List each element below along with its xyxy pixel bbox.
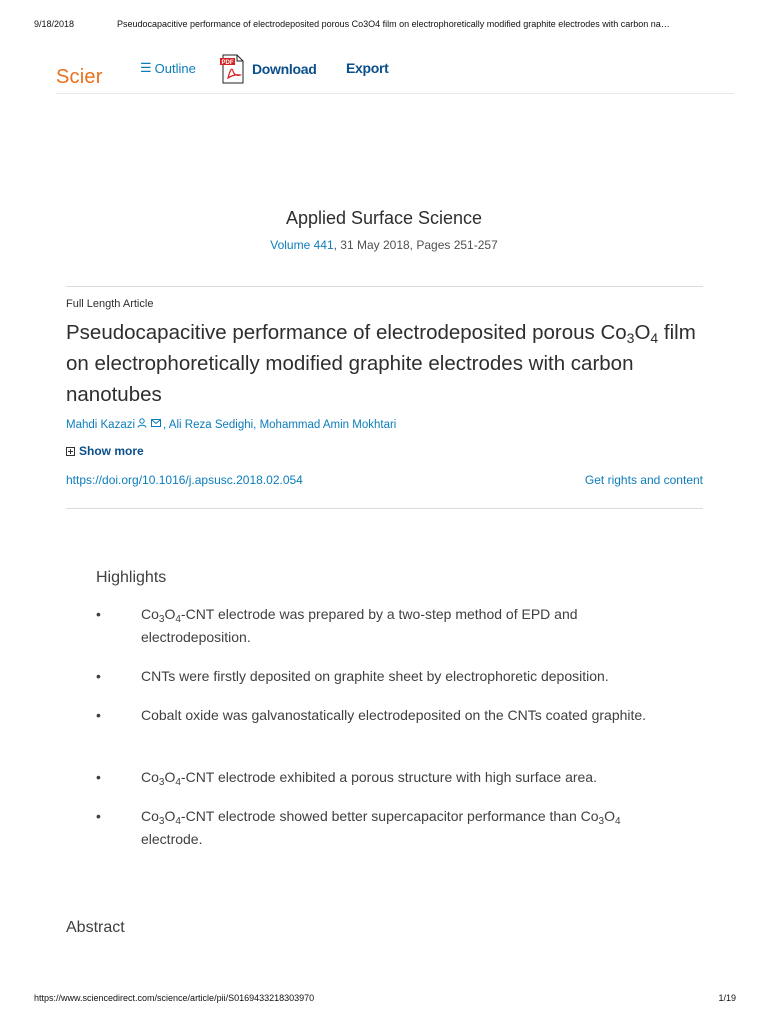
journal-title[interactable]: Applied Surface Science bbox=[285, 208, 483, 228]
bullet: • bbox=[96, 769, 101, 785]
print-url: https://www.sciencedirect.com/science/article/pii/S0169433218303970 bbox=[34, 993, 315, 1003]
envelope-icon[interactable] bbox=[151, 419, 161, 430]
article-title: Pseudocapacitive performance of electrodeposited porous $Co_3O_4$ film on electrophoretically modified graphite electrodes with carbon nanotubes bbox=[66, 321, 696, 406]
volume-link[interactable]: Volume 441 bbox=[270, 238, 334, 252]
pdf-file-icon bbox=[220, 54, 246, 84]
bullet: • bbox=[96, 606, 101, 622]
highlight-text: $Co_3O_4$-CNT electrode showed better supercapacitor performance than $Co_3O_4$ electrode. bbox=[141, 808, 621, 847]
print-page-title: Pseudocapacitive performance of electrodeposited porous Co3O4 film on electrophoretically modified graphite electrodes with carbon na… bbox=[117, 19, 670, 29]
person-icon[interactable] bbox=[137, 418, 147, 431]
highlight-text: Cobalt oxide was galvanostatically electrodeposited on the CNTs coated graphite. bbox=[141, 707, 647, 723]
bullet: • bbox=[96, 668, 101, 684]
volume-date-pages: , 31 May 2018, Pages 251-257 bbox=[333, 238, 498, 252]
print-page-number: 1/19 bbox=[718, 993, 736, 1003]
show-more-button[interactable] bbox=[66, 444, 144, 458]
download-pdf-button[interactable] bbox=[220, 54, 316, 84]
export-button[interactable]: Export bbox=[346, 60, 389, 76]
doi-link[interactable]: https://doi.org/10.1016/j.apsusc.2018.02.054 bbox=[66, 473, 303, 487]
bullet: • bbox=[96, 707, 101, 723]
divider bbox=[66, 508, 703, 509]
abstract-heading: Abstract bbox=[66, 919, 125, 936]
volume-info bbox=[0, 238, 768, 252]
author-link[interactable]: Mahdi Kazazi bbox=[66, 418, 136, 431]
rights-link[interactable]: Get rights and content bbox=[584, 473, 703, 487]
highlight-text: CNTs were firstly deposited on graphite sheet by electrophoretic deposition. bbox=[141, 668, 609, 684]
outline-list-icon: ☰ bbox=[140, 60, 152, 75]
divider bbox=[66, 286, 703, 287]
highlight-text: $Co_3O_4$-CNT electrode exhibited a porous structure with high surface area. bbox=[141, 769, 597, 788]
author-list bbox=[66, 418, 396, 431]
outline-label: Outline bbox=[154, 60, 196, 76]
article-type: Full Length Article bbox=[66, 298, 154, 310]
show-more-label: Show more bbox=[79, 444, 144, 458]
highlights-heading: Highlights bbox=[96, 569, 167, 586]
sciencedirect-logo[interactable]: Scier bbox=[56, 66, 103, 88]
highlight-text: $Co_3O_4$-CNT electrode was prepared by a two-step method of EPD and electrodeposition. bbox=[141, 606, 578, 645]
pdf-badge-text: PDF bbox=[221, 60, 234, 66]
print-date: 9/18/2018 bbox=[34, 19, 75, 29]
article-toolbar bbox=[56, 54, 734, 94]
plus-box-icon bbox=[66, 447, 75, 456]
other-authors[interactable]: , Ali Reza Sedighi, Mohammad Amin Mokhtari bbox=[163, 418, 397, 431]
bullet: • bbox=[96, 808, 101, 824]
download-label: Download bbox=[252, 61, 317, 77]
outline-button[interactable] bbox=[140, 60, 196, 76]
